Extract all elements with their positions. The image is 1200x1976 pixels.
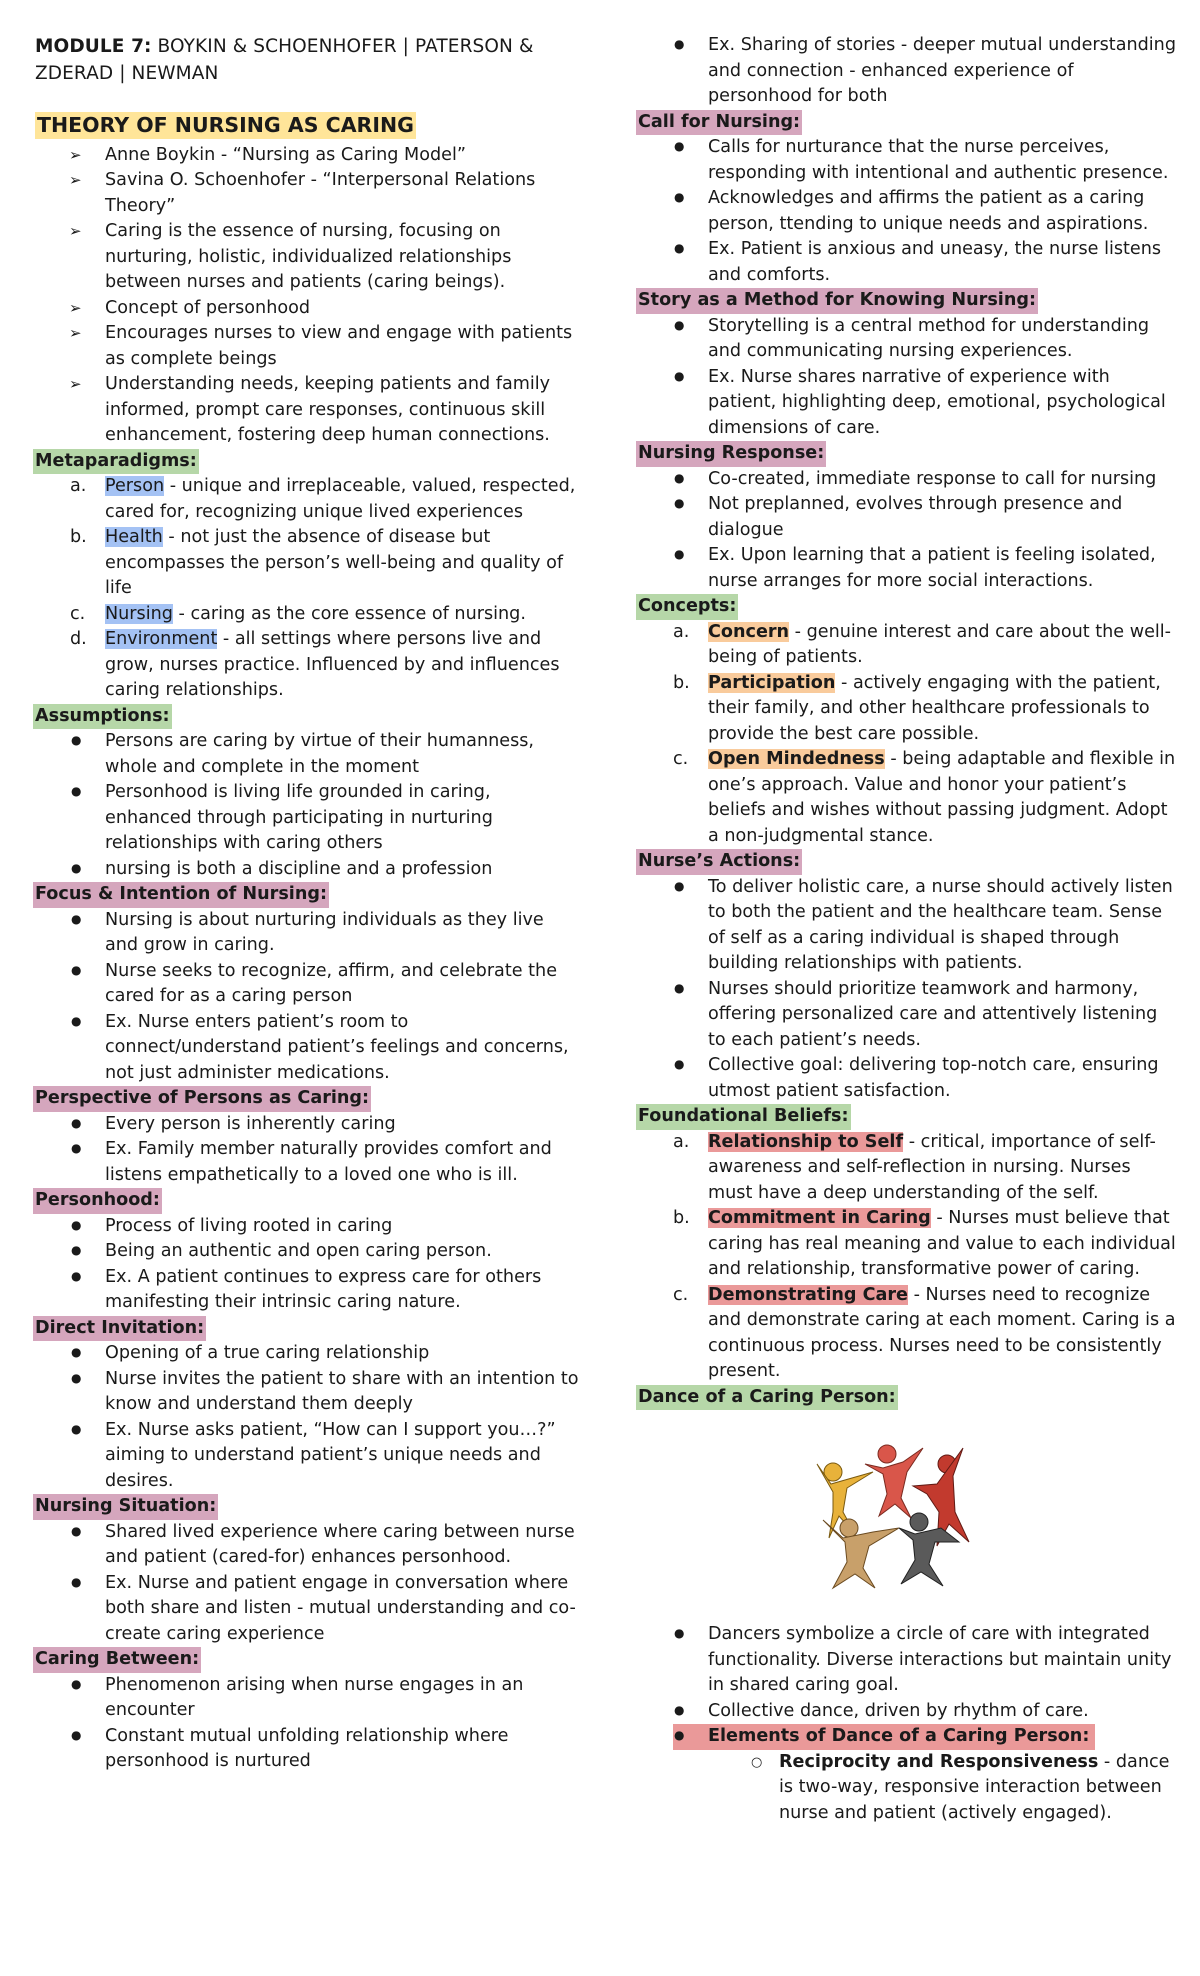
term-demonstrating-care: Demonstrating Care [708, 1284, 908, 1305]
dancers-circle-image [803, 1442, 973, 1592]
list-item: ➢ Savina O. Schoenhofer - “Interpersonal Relations Theory” [35, 168, 580, 219]
list-item: ● Process of living rooted in caring [35, 1214, 580, 1240]
foundational-header: Foundational Beliefs: [636, 1104, 851, 1130]
list-item: a. Relationship to Self - critical, importance of self-awareness and self-reflection in nursing. Nurses must have a deep understanding of the self. [673, 1131, 1156, 1203]
left-column [35, 33, 580, 1775]
story-list [638, 314, 1178, 442]
list-item: ● nursing is both a discipline and a profession [35, 857, 580, 883]
dance-list [638, 1622, 1178, 1724]
list-item: c. Nursing - caring as the core essence of nursing. [70, 603, 526, 624]
list-item: ● Nurses should prioritize teamwork and harmony, offering personalized care and attentively listening to each patient’s needs. [638, 977, 1178, 1054]
caring-between-header: Caring Between: [33, 1647, 201, 1673]
theory-title: THEORY OF NURSING AS CARING [37, 113, 414, 137]
term-commitment-in-caring: Commitment in Caring [708, 1208, 931, 1228]
elements-list [638, 1750, 1178, 1827]
list-item: ● Every person is inherently caring [35, 1112, 580, 1138]
list-item: ➢ Encourages nurses to view and engage with patients as complete beings [35, 321, 580, 372]
list-item: ● Nursing is about nurturing individuals as they live and grow in caring. [35, 908, 580, 959]
list-item: ● Collective dance, driven by rhythm of care. [638, 1699, 1178, 1725]
caring-between-list [35, 1673, 580, 1775]
term-relationship-to-self: Relationship to Self [708, 1131, 904, 1152]
list-item: c. Open Mindedness - being adaptable and flexible in one’s approach. Value and honor your patient’s beliefs and wishes without passing judgment. Adopt a non-judgmental stance. [673, 749, 1176, 846]
metaparadigms-header: Metaparadigms: [33, 449, 199, 475]
list-item: ● Constant mutual unfolding relationship where personhood is nurtured [35, 1724, 580, 1775]
metaparadigms-list [35, 474, 580, 704]
perspective-list [35, 1112, 580, 1189]
intro-list [35, 143, 580, 449]
term-reciprocity: Reciprocity and Responsiveness [779, 1751, 1099, 1772]
list-item: ● Ex. Nurse shares narrative of experience with patient, highlighting deep, emotional, psychological dimensions of care. [638, 365, 1178, 442]
list-item: ● Opening of a true caring relationship [35, 1341, 580, 1367]
nursing-situation-header: Nursing Situation: [33, 1494, 218, 1520]
list-item: b. Health - not just the absence of disease but encompasses the person’s well-being and quality of life [70, 527, 564, 598]
list-item: ○ Reciprocity and Responsiveness - dance is two-way, responsive interaction between nurse and patient (actively engaged). [709, 1750, 1178, 1827]
list-item: ● Ex. Family member naturally provides comfort and listens empathetically to a loved one who is ill. [35, 1137, 580, 1188]
list-item: ● To deliver holistic care, a nurse should actively listen to both the patient and the healthcare team. Sense of self as a caring individual is shaped through building relationships with patients. [638, 875, 1178, 977]
list-item: b. Commitment in Caring - Nurses must believe that caring has real meaning and value to each individual and relationship, transformative power of caring. [673, 1208, 1176, 1279]
dancer-orange [865, 1445, 923, 1518]
list-item: ● Ex. Nurse enters patient’s room to connect/understand patient’s feelings and concerns, not just administer medications. [35, 1010, 580, 1087]
foundational-list [638, 1130, 1178, 1385]
list-item: ● Dancers symbolize a circle of care with integrated functionality. Diverse interactions but maintain unity in shared caring goal. [638, 1622, 1178, 1699]
dancer-tan [823, 1519, 899, 1588]
list-item: ● Ex. Upon learning that a patient is feeling isolated, nurse arranges for more social interactions. [638, 543, 1178, 594]
term-open-mindedness: Open Mindedness [708, 749, 885, 769]
list-item: ● Ex. Patient is anxious and uneasy, the nurse listens and comforts. [638, 237, 1178, 288]
concepts-list [638, 620, 1178, 850]
nursing-response-list [638, 467, 1178, 595]
list-item: ● Collective goal: delivering top-notch care, ensuring utmost patient satisfaction. [638, 1053, 1178, 1104]
list-item: ● Phenomenon arising when nurse engages in an encounter [35, 1673, 580, 1724]
list-item: ● Nurse invites the patient to share with an intention to know and understand them deeply [35, 1367, 580, 1418]
list-item: ● Ex. Sharing of stories - deeper mutual understanding and connection - enhanced experience of personhood for both [638, 33, 1178, 110]
focus-list [35, 908, 580, 1087]
list-item: ● Persons are caring by virtue of their humanness, whole and complete in the moment [35, 729, 580, 780]
list-item: ● Ex. Nurse and patient engage in conversation where both share and listen - mutual understanding and co-create caring experience [35, 1571, 580, 1648]
dance-header: Dance of a Caring Person: [636, 1385, 898, 1411]
focus-header: Focus & Intention of Nursing: [33, 882, 329, 908]
elements-header: ● Elements of Dance of a Caring Person: [673, 1724, 1095, 1750]
personhood-list [35, 1214, 580, 1316]
list-item: ● Calls for nurturance that the nurse perceives, responding with intentional and authentic presence. [638, 135, 1178, 186]
list-item: ● Ex. Nurse asks patient, “How can I support you…?” aiming to understand patient’s unique needs and desires. [35, 1418, 580, 1495]
nurses-actions-header: Nurse’s Actions: [636, 849, 802, 875]
term-nursing: Nursing [105, 603, 173, 624]
list-item: ➢ Caring is the essence of nursing, focusing on nurturing, holistic, individualized relationships between nurses and patients (caring beings). [35, 219, 580, 296]
direct-invitation-list [35, 1341, 580, 1494]
list-item: ➢ Anne Boykin - “Nursing as Caring Model” [35, 143, 580, 169]
list-item: ● Co-created, immediate response to call for nursing [638, 467, 1178, 493]
caring-between-list-continued [638, 33, 1178, 110]
list-item: ➢ Concept of personhood [35, 296, 580, 322]
list-item: ➢ Understanding needs, keeping patients and family informed, prompt care responses, continuous skill enhancement, fostering deep human connections. [35, 372, 580, 449]
call-for-nursing-header: Call for Nursing: [636, 110, 802, 136]
list-item: ● Personhood is living life grounded in caring, enhanced through participating in nurturing relationships with caring others [35, 780, 580, 857]
list-item: ● Not preplanned, evolves through presence and dialogue [638, 492, 1178, 543]
nursing-situation-list [35, 1520, 580, 1648]
list-item: c. Demonstrating Care - Nurses need to recognize and demonstrate caring at each moment. Caring is a continuous process. Nurses need to be consistently present. [673, 1284, 1176, 1381]
list-item: ● Storytelling is a central method for understanding and communicating nursing experiences. [638, 314, 1178, 365]
list-item: a. Concern - genuine interest and care about the well-being of patients. [673, 621, 1172, 667]
term-person: Person [105, 476, 165, 496]
story-header: Story as a Method for Knowing Nursing: [636, 288, 1038, 314]
term-environment: Environment [105, 629, 218, 649]
list-item: b. Participation - actively engaging with the patient, their family, and other healthcare professionals to provide the best care possible. [673, 672, 1161, 744]
term-participation: Participation [708, 672, 836, 693]
nursing-response-header: Nursing Response: [636, 441, 826, 467]
direct-invitation-header: Direct Invitation: [33, 1316, 206, 1342]
list-item: ● Acknowledges and affirms the patient as a caring person, ttending to unique needs and aspirations. [638, 186, 1178, 237]
list-item: ● Ex. A patient continues to express care for others manifesting their intrinsic caring nature. [35, 1265, 580, 1316]
assumptions-header: Assumptions: [33, 704, 172, 730]
call-for-nursing-list [638, 135, 1178, 288]
nurses-actions-list [638, 875, 1178, 1105]
personhood-header: Personhood: [33, 1188, 162, 1214]
right-column [638, 33, 1178, 1826]
list-item: ● Nurse seeks to recognize, affirm, and celebrate the cared for as a caring person [35, 959, 580, 1010]
term-concern: Concern [708, 621, 790, 642]
list-item: d. Environment - all settings where persons live and grow, nurses practice. Influenced by and influences caring relationships. [70, 629, 560, 700]
concepts-header: Concepts: [636, 594, 738, 620]
assumptions-list [35, 729, 580, 882]
list-item: ● Being an authentic and open caring person. [35, 1239, 580, 1265]
list-item: ● Shared lived experience where caring between nurse and patient (cared-for) enhances personhood. [35, 1520, 580, 1571]
module-title: MODULE 7: BOYKIN & SCHOENHOFER | PATERSON & ZDERAD | NEWMAN [35, 36, 534, 84]
list-item: a. Person - unique and irreplaceable, valued, respected, cared for, recognizing unique lived experiences [70, 476, 576, 522]
perspective-header: Perspective of Persons as Caring: [33, 1086, 371, 1112]
term-health: Health [105, 527, 163, 547]
